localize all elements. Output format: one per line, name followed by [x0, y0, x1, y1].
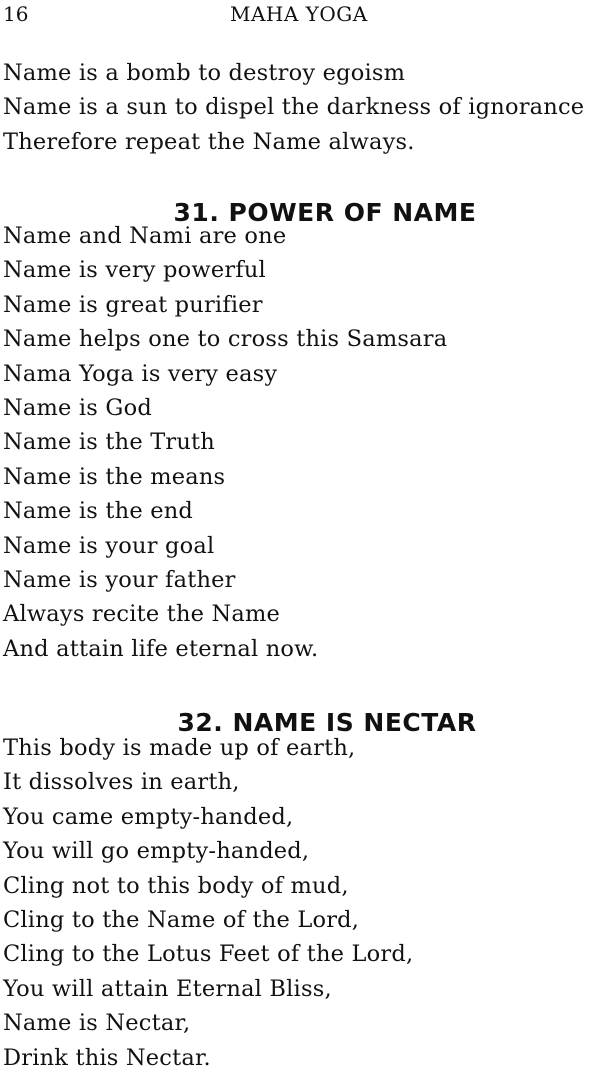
page-header [0, 2, 600, 30]
verse-line: Name is the means [3, 463, 226, 490]
verse-line: You will attain Eternal Bliss, [3, 975, 332, 1002]
verse-line: And attain life eternal now. [3, 635, 319, 662]
running-title: MAHA YOGA [230, 2, 368, 26]
verse-line: Name is the end [3, 498, 194, 525]
verse-line: Drink this Nectar. [3, 1044, 211, 1071]
verse-line: You came empty-handed, [3, 803, 294, 830]
section-heading-32: 32. NAME IS NECTAR [177, 707, 477, 737]
section-32-verse [3, 731, 413, 1075]
verse-line: Name is a sun to dispel the darkness of ignorance [3, 94, 585, 121]
verse-line: You will go empty-handed, [3, 838, 310, 865]
verse-line: Name is great purifier [3, 291, 263, 318]
verse-line: Name is your goal [3, 532, 215, 559]
verse-line: This body is made up of earth, [3, 735, 356, 761]
verse-line: Name and Nami are one [3, 223, 287, 249]
verse-line: Cling not to this body of mud, [3, 872, 349, 899]
section-31-verse [3, 219, 447, 666]
verse-line: Name is a bomb to destroy egoism [3, 60, 406, 86]
verse-line: Always recite the Name [3, 601, 281, 628]
intro-verse [3, 56, 584, 159]
verse-line: Name is Nectar, [3, 1010, 191, 1037]
verse-line: Cling to the Lotus Feet of the Lord, [3, 941, 414, 968]
verse-line: It dissolves in earth, [3, 769, 240, 796]
verse-line: Name is very powerful [3, 257, 266, 284]
verse-line: Therefore repeat the Name always. [3, 128, 415, 155]
verse-line: Nama Yoga is very easy [3, 360, 278, 387]
verse-line: Name helps one to cross this Samsara [3, 326, 448, 353]
verse-line: Cling to the Name of the Lord, [3, 906, 360, 933]
verse-line: Name is the Truth [3, 429, 215, 456]
verse-line: Name is your father [3, 566, 236, 593]
section-heading-31: 31. POWER OF NAME [173, 197, 477, 227]
verse-line: Name is God [3, 394, 152, 421]
page-number: 16 [3, 2, 29, 26]
